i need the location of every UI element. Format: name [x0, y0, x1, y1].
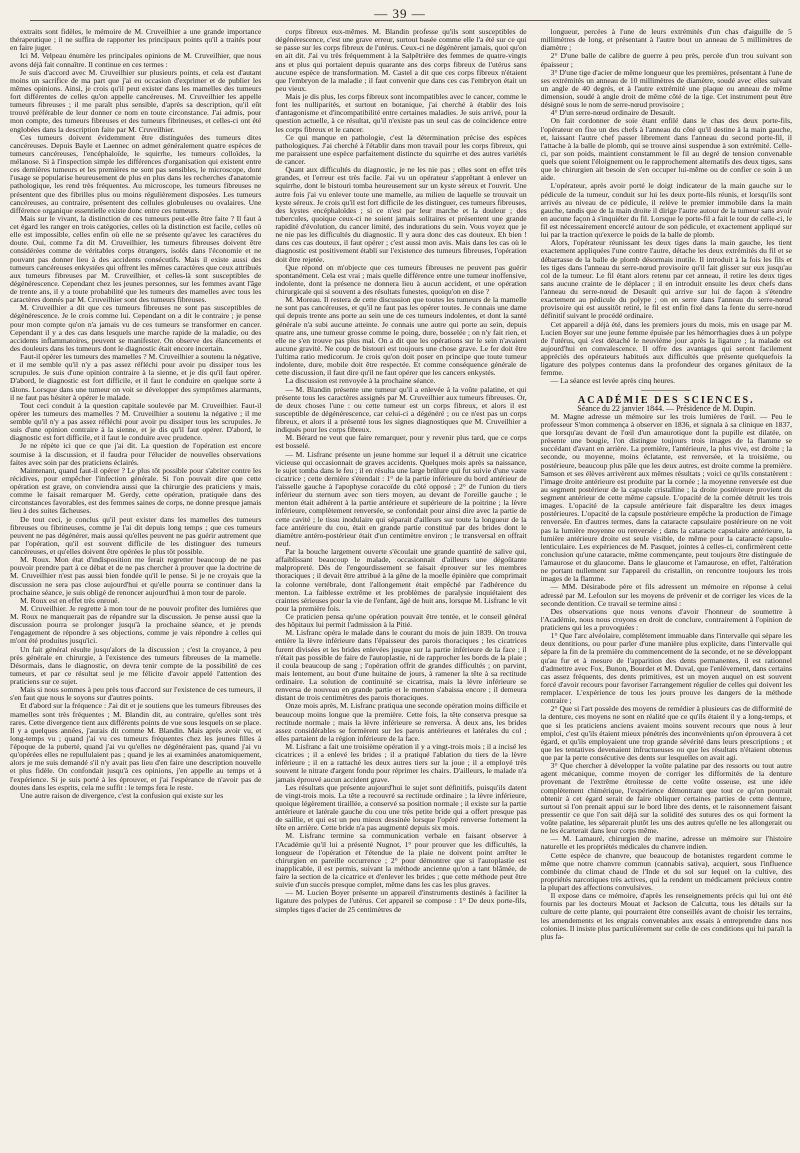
paragraph: longueur, percées à l'une de leurs extrémités d'un chas d'aiguille de 5 millimètres de long, et présentant à l'autre bout un anneau de 5 millimètres de diamètre ;	[540, 28, 792, 53]
paragraph: Onze mois après, M. Lisfranc pratiqua une seconde opération moins difficile et beaucoup moins longue que la première. Cette fois, la tête conserva presque sa rectitude normale ; mais la lèvre inférieure se renversa. À deux ans, les brides assez considérables se formèrent sur les parois antérieures et latérales du col ; elles partaient de la région inférieure de la face.	[275, 701, 527, 743]
paragraph: On fait cordonner de soie étant enfilé dans le chas des deux porte-fils, l'opérateur en fixe un des chefs à l'anneau du côté qu'il destine à la main gauche, et, laissant l'autre chef passer librement dans l'anneau du second porte-fil, il l'attache à la balle de plomb, qui se trouve ainsi suspendue à son extrémité. Celle-ci, par son poids, maintient constamment le fil au degré de tension convenable quels que soient l'éloignement ou le rapprochement alternatifs des deux tiges, sans que le chirurgien ait besoin de s'en occuper lui-même ou de confier ce soin à un aide.	[540, 116, 792, 183]
paragraph: M. Cruveilhier. Je regrette à mon tour de ne pouvoir profiter des lumières que M. Roux ne manquerait pas de répandre sur la discussion. Je pense aussi que la discussion pourra se prolonger jusqu'à la prochaine séance, et je prends l'engagement de répondre à ses objections, comme je vais répondre à celles qui m'ont été produites jusqu'ici.	[10, 603, 262, 646]
paragraph: M. Lisfranc opéra le malade dans le courant du mois de juin 1839. On trouva entière la lèvre inférieure dans l'épaisseur des parois thoraciques ; les cicatrices furent divisées et les brides enlevées jusque sur la partie inférieure de la face ; il n'était pas possible de faire de l'autoplastie, ni de rapprocher les bords de la plaie ; il coula beaucoup de sang ; l'opération offrit de grandes difficultés ; on parvint, mais lentement, au bout d'une huitaine de jours, à ramener la tête à sa rectitude ordinaire. La solution de continuité se cicatrisa, mais la lèvre inférieure se renversa de nouveau en grande partie et le menton s'abaissa encore ; il demeura distant de trois centimètres des parois thoraciques.	[275, 628, 527, 703]
page-number: — 39 —	[374, 6, 426, 21]
text-columns	[10, 28, 792, 1146]
column-right	[541, 28, 792, 1146]
paragraph: Que répond on m'objecte que ces tumeurs fibreuses ne peuvent pas guérir spontanément. Cela est vrai ; mais quelle différence entre une tumeur inoffensive, indolente, dont la présence ne donnera lieu à aucun accident, et une opération chirurgicale qui si souvent a des résultats funestes, quoiqu'on en dise ?	[275, 262, 527, 296]
paragraph: 4° D'un serre-nœud ordinaire de Desault.	[550, 108, 676, 118]
paragraph: 2° Que si l'art possède des moyens de remédier à plusieurs cas de difformité de la denture, ces moyens ne sont en réalité que ce qu'ils étaient il y a long-temps, et que si les praticiens anciens avaient moins souvent recours que nous à leur emploi, c'est qu'ils étaient mieux pénétrés des inconvénients qu'on éprouvera à cet égard, et qu'ils employaient une trop grande sévérité dans leurs prescriptions ; et que les tentatives devenaient infructueuses ou que les résultats n'étaient obtenus que par la perte consécutive des dents sur lesquelles on avait agi.	[540, 704, 792, 762]
paragraph: — M. Lucien Boyer présente un appareil d'instruments destinés à faciliter la ligature des polypes de l'utérus. Cet appareil se compose : 1° De deux porte-fils, simples tiges d'acier de 25 centimètres de	[275, 888, 527, 914]
paragraph: Mais sur le vivant, la distinction de ces tumeurs peut-elle être faite ? Il faut à cet égard les ranger en trois catégories, celles où la distinction est facile, celles où elle est impossible, celles enfin où elle ne se présente qu'avec les caractères du doute. Oui, comme l'a dit M. Cruveilhier, les tumeurs fibreuses doivent être considérées comme de véritables corps étrangers, isolés dans l'économie et ne pouvant pas donner lieu à des accidents consécutifs. Mais il existe aussi des tumeurs cancéreuses enkystées qui offrent les mêmes caractères que ceux attribués aux tumeurs fibreuses par M. Cruveilhier, et celles-là sont susceptibles de dégénérescence. Cependant chez les jeunes personnes, sur les femmes avant l'âge de trente ans, il y a toute probabilité que les tumeurs des mamelles avec tous les caractères donnés par M. Cruveilhier sont des tumeurs fibreuses.	[10, 213, 262, 305]
paragraph: M. Moreau. Il restera de cette discussion que toutes les tumeurs de la mamelle ne sont pas cancéreuses, et qu'il ne faut pas les opérer toutes. Je connais une dame qui depuis trente ans porte au sein une de ces tumeurs indolentes, et dont la santé générale n'a subi aucune atteinte. Je connais une autre qui porte au sein, depuis quatre ans, une tumeur grosse comme le poing, dure, bosselée ; on n'y fait rien, et elle ne s'en trouve pas plus mal. On a dit que les opérations sur le sein n'avaient aucune gravité. Ne coup de bistouri est toujours une chose grave. Le fer doit être l'ultima ratio medicorum. Je crois qu'on doit poser en principe que toute tumeur indolente, dure, mobile doit être respectée. Et comme conséquence générale de cette discussion, il faut dire qu'il ne faut opérer que les cancers enkystés.	[275, 295, 527, 378]
paragraph: Quant aux difficultés du diagnostic, je ne les nie pas ; elles sont en effet très grandes, et l'erreur est très facile. J'ai vu un opérateur s'apprêtant à enlever un squirrhe, dont le bistouri tomba heureusement sur un kyste séreux et l'ouvrit. Une autre fois j'ai vu enlever toute une mamelle, au milieu de laquelle se trouvait un kyste séreux. Je crois qu'il est fort difficile de les distinguer, ces tumeurs fibreuses, des kystes encéphaloïdes ; si ce n'est par leur marche et la douleur ; des tubercules, quoique ceux-ci ne soient jamais solitaires et présentent une grande rapidité d'évolution, du cancer limité, des indurations du sein. Vous voyez que je ne nie pas les difficultés du diagnostic. Il y aura donc des cas douteux. Eh bien ! dans ces cas douteux, il faut opérer ; c'est aussi mon avis. Mais dans les cas où le diagnostic est positivement établi sur l'existence des tumeurs fibreuses, l'opération doit être rejetée.	[275, 165, 527, 264]
paragraph: Une autre raison de divergence, c'est la confusion qui existe sur les	[20, 790, 224, 800]
header-rule	[30, 20, 770, 21]
paragraph: 3° D'une tige d'acier de même longueur que les premières, présentant à l'une de ses extrémités un anneau de 10 millimètres de diamètre, soudé avec elles suivant un angle de 40 degrés, et à l'autre extrémité une plaque ou anneau de même dimension, soudé à angle droit de même côté de la tige. Cet instrument peut être désigné sous le nom de serre-nœud provisoire ;	[540, 67, 792, 110]
section-divider	[641, 390, 691, 391]
column-left	[10, 28, 261, 1146]
paragraph: Par la bouche largement ouverte s'écoulait une grande quantité de salive qui, affaiblissant beaucoup le malade, occasionnait d'ailleurs une dégoûtante malpropreté. Dès de l'engourdissement se faisait éprouver sur les membres thoraciques ; il devait être attribué à la gêne de la moelle épinière que comprimait la colonne vertébrale, dont l'allongement était empêché par l'adhérence du menton. La faiblesse extrême et les problèmes de paralysie inquiétaient des craintes sérieuses pour la vie de l'enfant, âgé de huit ans, lorsque M. Lisfranc le vit pour la première fois.	[275, 547, 527, 613]
paragraph: Des observations que nous venons d'avoir l'honneur de soumettre à l'Académie, nous nous croyons en droit de conclure, contrairement à l'opinion de praticiens qui les a provoquées :	[540, 606, 792, 632]
session-date: Séance du 22 janvier 1844. — Présidence de M. Dupin.	[577, 403, 756, 413]
paragraph: corps fibreux eux-mêmes. M. Blandin professe qu'ils sont susceptibles de dégénérescence, c'est une grave erreur, surtout basée comme elle l'a été sur ce qui se passe sur les corps fibreux de l'utérus. Ceux-ci ne dégénèrent jamais, quoi qu'on en ait dit. J'ai vu très fréquemment à la Salpêtrière des femmes de quatre-vingts ans et plus qui portaient depuis quarante ans des corps fibreux de l'utérus sans aucune espèce de transformation. M. Castel a dit que ces corps fibreux n'étaient que l'embryon de la maladie ; il faut convenir que dans ces cas l'embryon était un peu vieux.	[275, 28, 527, 93]
paragraph: Un fait général résulte jusqu'alors de la discussion ; c'est la croyance, à peu près générale en chirurgie, à l'existence des tumeurs fibreuses de la mamelle. Désormais, dans le diagnostic, on devra tenir compte de la possibilité de ces tumeurs, et par ce résultat seul je me félicite d'avoir appelé l'attention des praticiens sur ce sujet.	[10, 644, 262, 686]
section-title: ACADÉMIE DES SCIENCES.	[578, 394, 755, 406]
paragraph: Cet appareil a déjà été, dans les premiers jours du mois, mis en usage par M. Lucien Boyer sur une jeune femme épuisée par les hémorrhagies dues à un polype de l'utérus, qui s'est détaché le neuvième jour après la ligature ; la malade est aujourd'hui en convalescence. Il offre des avantages qui seront facilement appréciés des opérateurs habitués aux difficultés que présente quelquefois la ligature des polypes contenus dans la profondeur des organes génitaux de la femme.	[540, 319, 792, 378]
paragraph: Il expose dans ce mémoire, d'après les renseignements précis qui lui ont été fournis par les docteurs Mouat et Jackson de Calcutta, tous les détails sur la culture de cette plante, qui pourraient être conseillés avant de choisir les terrains, les amendements et les engrais convenables aux essais à entreprendre dans nos colonies. Il insiste plus particulièrement sur celle de ces conditions qui lui paraît la plus fa-	[540, 891, 792, 941]
paragraph: — La séance est levée après cinq heures.	[550, 376, 676, 386]
paragraph: La discussion est renvoyée à la prochaine séance.	[285, 376, 436, 386]
paragraph: Alors, l'opérateur réunissant les deux tiges dans la main gauche, les tient exactement appliquées l'une contre l'autre, détache les deux extrémités du fil et se débarrasse de la balle de plomb désormais inutile. Il introduit à la fois les fils et les tiges dans l'anneau du serre-nœud provisoire qu'il fait glisser sur eux jusqu'au col de la tumeur. Le fil étant alors retenu par cet anneau, il retire les deux tiges sans aucune crainte de le déplacer ; il en introduit ensuite les deux chefs dans l'anneau du serre-nœud de Desault qui arrive sur lui de façon à s'étendre exactement au pédicule du polype ; on en serre dans l'anneau du serre-nœud provisoire qui est aussitôt retiré, le fil est enfin fixé dans la fente du serre-nœud définitif suivant le procédé ordinaire.	[540, 238, 792, 321]
paragraph: Maintenant, quand faut-il opérer ? Le plus tôt possible pour s'abriter contre les récidives, pour empêcher l'infection générale. Si l'on pouvait dire que cette opération est grave, on conviendra aussi que la chirurgie des praticiens y mais, comme le faisait remarquer M. Gerdy, cette opération, pratiquée dans des circonstances favorables, est des femmes saines de corps, ne donne presque jamais lieu à des suites fâcheuses.	[10, 465, 262, 516]
paragraph: M. Roux est en effet très enroué.	[20, 595, 120, 605]
paragraph: M. Lisfranc termine sa communication verbale en faisant observer à l'Académie qu'il lui a présenté Nugnot, 1° pour prouver que les difficultés, la longueur de l'opération et l'étendue de la plaie ne doivent point arrêter le chirurgien en pareille occurrence ; 2° pour démontrer que si l'autoplastie est inapplicable, il est permis, suivant la méthode ancienne qu'on a tant blâmée, de faire la section de la cicatrice et d'enlever les brides ; que cette méthode peut être suivie d'un succès presque complet, même dans les cas les plus graves.	[275, 831, 527, 890]
paragraph: extraits sont fidèles, le mémoire de M. Cruveilhier a une grande importance thérapeutique ; il ne suffira de rapporter les principaux points qu'il a traités pour en faire juger.	[10, 28, 262, 53]
paragraph: Mais si nous sommes à peu près tous d'accord sur l'existence de ces tumeurs, il s'en faut que nous le soyons sur d'autres points.	[10, 685, 262, 703]
paragraph: M. Cruveilhier a dit que ces tumeurs fibreuses ne sont pas susceptibles de dégénérescence. Je le crois comme lui. Cependant on a dit le contraire ; je pense pour mon compte qu'on n'a jamais vu de ces tumeurs se transformer en cancer. Cependant il y a des cas dans lesquels une marche rapide de la maladie, ou des accidents inflammatoires, peuvent se manifester. On observe des élancements et des douleurs dans les tumeurs dont le diagnostic était encore incertain.	[10, 303, 262, 353]
paragraph: Je suis d'accord avec M. Cruveilhier sur plusieurs points, et cela est d'autant moins un sacrifice de ma part que j'ai eu occasion d'exprimer et de publier les mêmes opinions. Ainsi, je crois qu'il peut exister dans les mamelles des tumeurs fort différentes de celles qu'on appelle cancéreuses. M. Cruveilhier les appelle tumeurs fibreuses ; il me paraît plus sensible, d'après sa description, qu'il eût trouvé préférable de leur donner ce nom en toute circonstance. J'ai admis, pour mon compte, des tumeurs fibreuses et des tumeurs fibrineuses, et celles-ci ont été englobées dans la description faite par M. Cruveilhier.	[10, 67, 262, 134]
paragraph: Cette espèce de chanvre, que beaucoup de botanistes regardent comme le même que notre chanvre commun (cannabis sativa), acquiert, sous l'influence combinée du climat chaud de l'Inde et du sol sur lequel on la cultive, des propriétés narcotiques très actives, qui la rendent un médicament précieux contre la plupart des affections convulsives.	[540, 850, 792, 892]
paragraph: M. Magne adresse un mémoire sur les trois lumières de l'œil. — Peu le professeur S'mon commença à observer en 1836, et signala à sa clinique en 1837, que lorsqu'au devant de l'œil d'un amaurotique dont la pupille est dilatée, on présente une bougie, l'on distingue toujours trois images de la flamme se succédant d'avant en arrière. La première, l'antérieure, la plus vive, est droite ; la seconde, ou moyenne, moins éclatante, est renversée, et la troisième, ou postérieure, beaucoup plus pâle que les deux autres, est droite comme la première. Samson et ses élèves arrivèrent aux mêmes résultats ; voici ce qu'ils constatèrent : l'image droite antérieure est produite par la cornée ; la moyenne renversée est due au segment postérieur de la capsule cristalline ; la droite postérieure provient du segment antérieur de cette même capsule. L'opacité de la cornée détruit les trois images. L'opacité de la capsule antérieure fait disparaître les deux images postérieures. L'opacité de la capsule postérieure empêche la production de l'image renversée. En d'autres termes, dans la cataracte capsulaire postérieure on ne voit pas la lumière moyenne ou renversée ; dans la cataracte capsulaire antérieure, la lumière antérieure droite est seule visible, de même pour la cataracte capsulo-lenticulaire. Les expériences de M. Pasquet, jointes à celles-ci, confirmèrent cette conclusion qu'une cataracte, même commençante, peut toujours être distinguée de l'amaurose et du glaucome. Dans le glaucome et l'amaurose, en effet, l'altération ne portant nullement sur l'appareil du cristallin, on rencontre toujours les trois images de la flamme.	[540, 411, 792, 584]
paragraph: — M. Lisfranc présente un jeune homme sur lequel il a détruit une cicatrice vicieuse qui occasionnait de graves accidents. Quelques mois après sa naissance, le sujet tomba dans le feu ; il en résulta une large brûlure qui fut suivie d'une vaste cicatrice ; cette dernière s'étendait : 1° de la partie inférieure du bord antérieur de l'aisselle gauche à l'apophyse coracoïde du côté opposé ; 2° de l'union du tiers inférieur du sternum avec son tiers moyen, au devant de l'oreille gauche ; le menton était adhérent à la partie antérieure et supérieure de la poitrine ; la lèvre inférieure, complètement renversée, se confondait pour ainsi dire avec la partie de cette cavité ; le tissu inodulaire qui séparait d'ailleurs sur toute la longueur de la face antérieure du cou, était en grande partie constitué par des brides dont le diamètre antéro-postérieur était d'un centimètre environ ; le transversal en offrait neuf.	[275, 449, 527, 548]
paragraph: De tout ceci, je conclus qu'il peut exister dans les mamelles des tumeurs fibreuses ou fibrineuses, comme je l'ai dit depuis long temps ; que ces tumeurs peuvent ne pas dégénérer, mais aussi qu'elles peuvent ne pas guérir autrement que par l'opération, qu'il est souvent difficile de les distinguer des tumeurs cancéreuses, et qu'elles doivent être opérées le plus tôt possible.	[10, 514, 262, 556]
paragraph: — M. Blandin présente une tumeur qu'il a enlevée à la voûte palatine, et qui présente tous les caractères assignés par M. Cruveilhier aux tumeurs fibreuses. Or, de deux choses l'une : ou cette tumeur est un corps fibreux, et alors il est susceptible de dégénérescence, car celui-ci a dégénéré ; ou ce n'est pas un corps fibreux, et alors il a présenté tous les signes diagnostiques que M. Cruveilhier a indiqués pour les corps fibreux.	[275, 384, 527, 435]
column-middle	[275, 28, 526, 1146]
paragraph: — M. Lamauré, chirurgien de marine, adresse un mémoire sur l'histoire naturelle et les propriétés médicales du chanvre indien.	[540, 834, 792, 852]
paragraph: Les résultats que présente aujourd'hui le sujet sont définitifs, puisqu'ils datent de vingt-trois mois. La tête a recouvré sa rectitude ordinaire ; la lèvre inférieure, quoique légèrement tiraillée, a conservé sa position normale ; il existe sur la partie antérieure et latérale gauche du cou une très petite bride qui a offert presque pas de saillie, et qui est un peu mieux dessinée lorsque l'opéré renverse fortement la tête en arrière. Cette bride n'a pas augmenté depuis six mois.	[275, 782, 527, 833]
paragraph: Ces tumeurs doivent évidemment être distinguées des tumeurs dites cancéreuses. Depuis Bayle et Laennec on admet généralement quatre espèces de tumeurs cancéreuses, l'encéphaloïde, le squirrhe, les tumeurs colloïdes, la mélanose. Si à l'inspection simple les différences d'organisation qui existent entre ces dernières tumeurs et les premières ne sont pas sensibles, le microscope, dont l'usage se popularise heureusement de plus en plus dans les recherches d'anatomie pathologique, les rend très fréquentes. Au microscope, les tumeurs fibreuses ne présentent que des fibrilles plus ou moins régulièrement disposées. Les tumeurs cancéreuses, au contraire, présentent des cellules globuleuses ou ovalaires. Une différence organique essentielle existe donc entre ces tumeurs.	[10, 132, 262, 215]
paragraph: Tout ceci conduit à la question capitale soulevée par M. Cruveilhier. Faut-il opérer les tumeurs des mamelles ? M. Cruveilhier a soutenu la négative ; il me semble qu'il n'y a pas assez réfléchi pour avoir pu dissiper tous les scrupules. Je suis d'une opinion contraire à la sienne, et je dis qu'il faut opérer. D'abord, le diagnostic est fort difficile, et il faut le conduire avec prudence.	[10, 400, 262, 443]
paragraph: 3° Que chercher à développer la voûte palatine par des ressorts ou tout autre agent mécanique, comme moyen de corriger les difformités de la denture provenant de l'extrême étroitesse de cette voûte osseuse, est une idée complètement chimérique, l'expérience démontrant que tout ce qu'on pourrait obtenir à cet égard serait de faire obliquer certaines parties de cette denture, surtout si l'on prenait appui sur le bord libre des dents, et le raisonnement faisant pressentir ce que l'on sait déjà sur la solidité des sutures des os qui forment la voûte palatine, les séparerait plutôt les uns des autres qu'elle ne les allongerait ou ne les écarterait dans leur corps même.	[540, 761, 792, 836]
paragraph: M. Lisfranc a fait une troisième opération il y a vingt-trois mois ; il a incisé les cicatrices ; il a enlevé les brides ; il a pratiqué l'ablation du tiers de la lèvre inférieure ; il en a rattaché les deux autres tiers sur la joue ; il a employé très souvent le nitrate d'argent fondu pour réprimer les chairs. D'ailleurs, le malade n'a jamais éprouvé aucun accident grave.	[275, 742, 527, 784]
paragraph: 1° Que l'arc alvéolaire, complètement immuable dans l'intervalle qui sépare les deux dentitions, ou pour parler d'une manière plus explicite, dans l'intervalle qui sépare la fin de la première du commencement de la seconde, et ne se développant qu'au fur et à mesure de l'apparition des dents permanentes, il est rationnel d'admettre avec Fox, Bunon, Bourdet et M. Duval, que l'enlèvement, dans certains cas assez fréquents, des dents primitives, est un moyen auquel on est souvent forcé d'avoir recours pour favoriser l'arrangement régulier de celles qui doivent les remplacer. L'expérience de tous les jours prouve les dangers de la méthode contraire ;	[540, 631, 792, 706]
paragraph: M. Roux. Mon état d'indisposition me ferait regretter beaucoup de ne pas pouvoir prendre part à ce débat et de ne pas chercher à prouver que la doctrine de M. Cruveilhier n'est pas aussi bien fondée qu'il le pense. Si je ne croyais que la discussion ne sera pas close aujourd'hui et qu'elle pourra se continuer dans la prochaine séance, je suis obligé de renoncer aujourd'hui à mon tour de parole.	[10, 555, 262, 597]
paragraph: Et d'abord sur la fréquence : J'ai dit et je soutiens que les tumeurs fibreuses des mamelles sont très fréquentes ; M. Blandin dit, au contraire, qu'elles sont très rares. Cette divergence tient aux différents points de vue sous lesquels on se place. Il y a quelques années, j'aurais dit comme M. Blandin. Mais après avoir vu, et long-temps vu ; quand j'ai vu ces tumeurs fréquentes chez les jeunes filles à l'époque de la puberté, quand j'ai vu qu'elles ne dégénéraient pas, quand j'ai vu qu'opérées elles ne repullulaient pas ; quand je les ai examinées anatomiquement, alors je me suis demandé s'il n'y avait pas lieu d'en faire une description nouvelle et plus fidèle. On confondait jusqu'à ces opinions, j'en appelle au temps et à l'expérience. Si je suis porté à les éprouver, et j'ai l'espérance de n'avoir pas de doutes dans les esprits, cela me suffit : le temps fera le reste.	[10, 701, 262, 792]
paragraph: — MM. Désirabode père et fils adressent un mémoire en réponse à celui adressé par M. Lefoulon sur les moyens de prévenir et de corriger les vices de la seconde dentition. Ce travail se termine ainsi :	[540, 582, 792, 608]
paragraph: Je ne répète ici que ce que j'ai dit. La question de l'opération est encore soumise à la discussion, et il faudra pour l'élucider de nouvelles observations faites avec soin par des praticiens éclairés.	[10, 441, 262, 467]
paragraph: Ce praticien pensa qu'une opération pouvait être tentée, et le conseil général des hôpitaux lui permit l'admission à la Pitié.	[275, 612, 527, 630]
paragraph: L'opérateur, après avoir porté le doigt indicateur de la main gauche sur le pédicule de la tumeur, conduit sur lui les deux porte-fils réunis, et lorsqu'ils sont arrivés au niveau de ce pédicule, il relève le premier immobile dans la main gauche, tandis que de la main droite il dirige l'autre autour de la tumeur sans avoir en aucune façon à s'inquiéter du fil. Lorsque le porte-fil a fait le tour de celle-ci, le fil est nécessairement encerclé autour de son pédicule, et exactement appliqué sur lui par la traction qu'exerce le poids de la balle de plomb.	[540, 181, 792, 240]
paragraph: M. Bérard ne veut que faire remarquer, pour y revenir plus tard, que ce corps est bosselé.	[275, 433, 527, 451]
paragraph: 2° D'une balle de calibre de guerre à peu près, percée d'un trou suivant son épaisseur ;	[540, 51, 792, 69]
paragraph: Ce qui manque en pathologie, c'est la détermination précise des espèces pathologiques. J'ai cherché à l'établir dans mon travail pour les corps fibreux, qui me paraissent une espèce parfaitement distincte du squirrhe et des autres variétés de cancer.	[275, 132, 527, 166]
paragraph: Mais je dis plus, les corps fibreux sont incompatibles avec le cancer, comme le font les nulliparités, et surtout en botanique, j'ai cherché à établir des lois d'antagonisme et d'incompatibilité entre certaines maladies. Je suis arrivé, pour la question actuelle, à ce résultat, qu'il n'existe pas un seul cas de coïncidence entre les corps fibreux et le cancer.	[275, 92, 527, 134]
paragraph: Faut-il opérer les tumeurs des mamelles ? M. Cruveilhier a soutenu la négative, et il me semble qu'il n'y a pas assez réfléchi pour avoir pu dissiper tous les scrupules. Je suis d'une opinion contraire à la sienne, et je dis qu'il faut opérer. D'abord, le diagnostic est fort difficile, et il faut le conduire en quelque sorte à tâtons. Lorsque dans une tumeur on voit se développer des symptômes alarmants, il ne faut pas hésiter à opérer le malade.	[10, 352, 262, 402]
paragraph: Ici M. Velpeau énumère les principales opinions de M. Cruveilhier, que nous avons déjà fait connaître. Il continue en ces termes :	[10, 51, 262, 69]
